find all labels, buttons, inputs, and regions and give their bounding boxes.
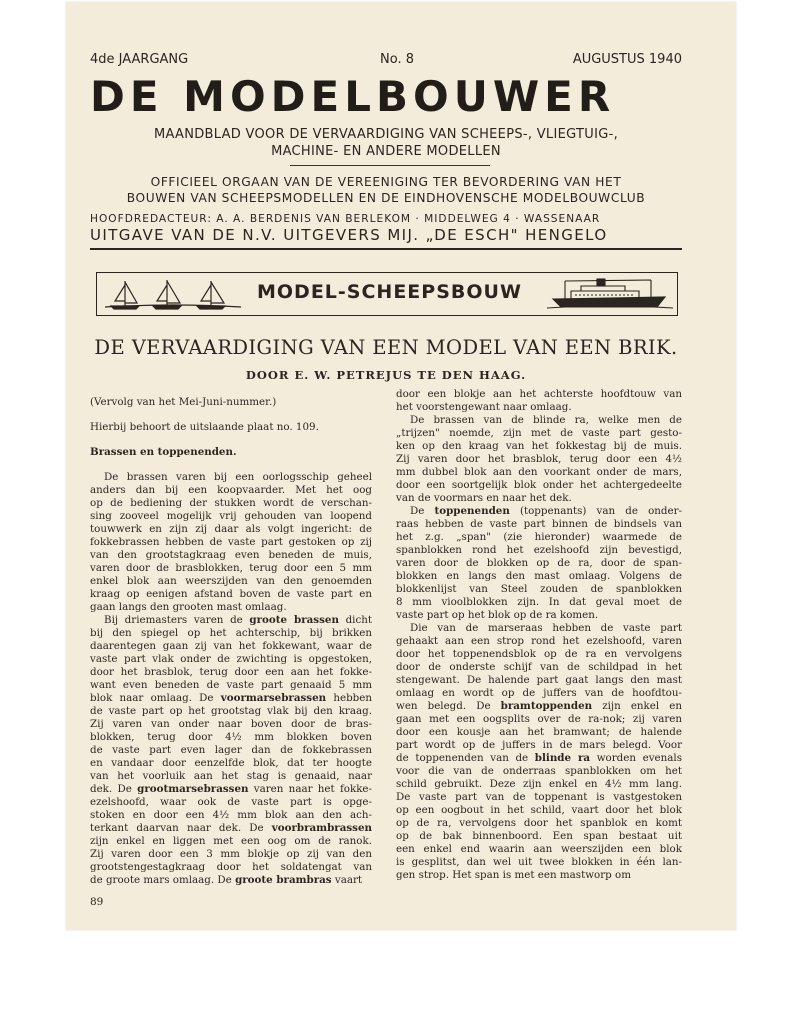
text-segment: en vandaar door eenzelfde blok, dat ter hoogte — [90, 757, 372, 769]
text-segment: door het toppenendsblok op de ra en vervolgens — [396, 648, 682, 660]
text-segment: grootstengestagkraag door het soldatengat van — [90, 861, 372, 873]
text-line — [396, 453, 682, 466]
text-line — [396, 518, 682, 531]
text-segment: van den grootstagkraag even beneden de muis, — [90, 549, 372, 561]
bold-term: blinde ra — [534, 752, 591, 764]
text-segment: gen strop. Het span is met een mastworp om — [396, 869, 631, 881]
bold-term: groote brambras — [235, 874, 332, 886]
text-line — [90, 510, 372, 523]
text-segment: door een blokje aan het achterste hoofdtouw van — [396, 388, 682, 400]
text-line — [90, 523, 372, 536]
text-line — [90, 575, 372, 588]
text-segment: door het brasblok, terug door een aan het fokke- — [90, 666, 372, 678]
text-line — [90, 653, 372, 666]
text-segment: van de voormars en naar het dek. — [396, 492, 572, 504]
text-line — [396, 765, 682, 778]
text-segment: wen belegd. De — [396, 700, 501, 712]
text-line — [90, 783, 372, 796]
text-line — [396, 843, 682, 856]
divider-rule — [290, 165, 490, 166]
text-segment: blokken, terug door 4½ mm blokken boven — [90, 731, 372, 743]
masthead-topline — [90, 52, 682, 70]
text-line — [90, 874, 372, 887]
magazine-subtitle — [90, 126, 682, 160]
text-line — [396, 505, 682, 518]
text-segment: op de bediening der stukken wordt de verschan- — [90, 497, 372, 509]
text-line — [396, 739, 682, 752]
text-line — [396, 791, 682, 804]
text-line — [396, 726, 682, 739]
text-segment: zijn enkel en — [592, 700, 682, 712]
text-line — [396, 557, 682, 570]
text-line — [90, 731, 372, 744]
text-segment: varen door de brasblokken, terug door een 5 mm — [90, 562, 372, 574]
bold-term: toppenenden — [434, 505, 510, 517]
text-segment: ken op den kraag van het fokkestag bij de muis. — [396, 440, 682, 452]
text-segment: worden evenals — [590, 752, 682, 764]
text-segment: hebben — [326, 692, 372, 704]
text-line — [90, 536, 372, 549]
bold-term: bramtoppenden — [500, 700, 593, 712]
text-segment: mm dubbel blok aan den voorkant onder de mars, — [396, 466, 682, 478]
text-line — [90, 835, 372, 848]
text-line — [90, 640, 372, 653]
text-segment: Zij varen door een 3 mm blokje op zij van den — [90, 848, 372, 860]
volume-label: 4de JAARGANG — [90, 52, 189, 67]
text-segment: gehaakt aan een strop rond het ezelshoofd, varen — [396, 635, 682, 647]
article-title: DE VERVAARDIGING VAN EEN MODEL VAN EEN BRIK. — [94, 336, 678, 359]
text-segment: voor die van de onderraas spanblokken om het — [396, 765, 682, 777]
paragraph-marseraas — [396, 622, 682, 882]
text-segment: de vaste part op het grootstag vlak bij den kraag. — [90, 705, 372, 717]
text-segment: Bij driemasters varen de — [104, 614, 250, 626]
text-segment: De brassen varen bij een oorlogsschip geheel — [104, 471, 372, 483]
text-line — [396, 440, 682, 453]
text-segment: zijn enkel en liggen met een oog om de ranok. — [90, 835, 372, 847]
text-segment: part wordt op de juffers in de mars belegd. Voor — [396, 739, 682, 751]
text-segment: door de onderste schijf van de schildpad in het — [396, 661, 682, 673]
text-segment: door een soortgelijk blok onder het achtergedeelte — [396, 479, 682, 491]
text-line — [90, 601, 372, 614]
text-segment: varen door de blokken op de ra, door de span- — [396, 557, 682, 569]
text-line — [396, 713, 682, 726]
text-segment: blokken en langs den mast omlaag. Volgens de — [396, 570, 682, 582]
text-line — [396, 648, 682, 661]
text-segment: het z.g. „span" (zie hieronder) waarmede de — [396, 531, 682, 543]
section-banner — [96, 272, 678, 316]
text-segment: sing zooveel mogelijk vrij gehouden van loopend — [90, 510, 372, 522]
text-segment: de toppenenden van de — [396, 752, 535, 764]
text-segment: spanblokken rond het ezelshoofd zijn bevestigd, — [396, 544, 682, 556]
text-line — [396, 778, 682, 791]
section-title: MODEL-SCHEEPSBOUW — [257, 281, 522, 303]
text-line — [90, 809, 372, 822]
text-segment: Zij varen door het brasblok, terug door een 4½ — [396, 453, 682, 465]
bold-term: groote brassen — [249, 614, 339, 626]
text-line — [396, 414, 682, 427]
text-segment: vaart — [331, 874, 363, 886]
text-line — [396, 479, 682, 492]
text-line — [396, 856, 682, 869]
masthead-rule — [90, 248, 682, 250]
text-segment: is gesplitst, dan wel uit twee blokken in één lan- — [396, 856, 682, 868]
text-line — [90, 796, 372, 809]
text-segment: vaste part op het blok op de ra komen. — [396, 609, 599, 621]
text-line — [396, 622, 682, 635]
text-segment: bij den spiegel op het achterschip, bij brikken — [90, 627, 372, 639]
text-segment: daarentegen gaan zij van het fokkewant, waar de — [90, 640, 372, 652]
text-line — [396, 830, 682, 843]
text-line — [90, 484, 372, 497]
text-line — [396, 492, 682, 505]
paragraph-continuation — [396, 388, 682, 414]
text-line — [90, 549, 372, 562]
text-segment: van het voorluik aan het stag is genaaid, naar — [90, 770, 372, 782]
paragraph-brassen — [90, 471, 372, 614]
text-segment: op de bak binnenboord. Een span bestaat uit — [396, 830, 682, 842]
publisher-line: UITGAVE VAN DE N.V. UITGEVERS MIJ. „DE ESCH" HENGELO — [90, 226, 608, 244]
issue-number: No. 8 — [380, 52, 414, 67]
text-line — [90, 614, 372, 627]
text-segment: op een oogbout in het schild, vaart door het blok — [396, 804, 682, 816]
text-line — [90, 848, 372, 861]
text-segment: dicht — [338, 614, 372, 626]
bold-term: voormarsebrassen — [220, 692, 327, 704]
text-line — [90, 718, 372, 731]
page-number: 89 — [90, 896, 104, 908]
text-segment: blok naar omlaag. De — [90, 692, 221, 704]
text-segment: De — [410, 505, 435, 517]
official-line-1: OFFICIEEL ORGAAN VAN DE VEREENIGING TER BEVORDERING VAN HET — [150, 175, 622, 189]
text-line — [396, 427, 682, 440]
subtitle-line-2: MACHINE- EN ANDERE MODELLEN — [271, 144, 501, 159]
text-line — [396, 401, 682, 414]
text-segment: de groote mars omlaag. De — [90, 874, 236, 886]
text-line — [396, 661, 682, 674]
paragraph-driemasters — [90, 614, 372, 887]
text-segment: raas hebben de vaste part binnen de bindsels van — [396, 518, 682, 530]
text-line — [90, 861, 372, 874]
subtitle-line-1: MAANDBLAD VOOR DE VERVAARDIGING VAN SCHEEPS-, VLIEGTUIG-, — [153, 127, 619, 142]
text-line — [90, 497, 372, 510]
text-segment: anders dan bij een koopvaarder. Met het oog — [90, 484, 372, 496]
section-heading: Brassen en toppenenden. — [90, 446, 237, 458]
text-line — [90, 679, 372, 692]
text-line — [90, 471, 372, 484]
text-segment: omlaag en wordt op de juffers van de hoofdtou- — [396, 687, 682, 699]
text-segment: fokkebrassen hebben de vaste part gestoken op zij — [90, 536, 372, 548]
text-line — [90, 744, 372, 757]
text-segment: ezelshoofd, waar ook de vaste part is opge- — [90, 796, 372, 808]
text-segment: Zij varen van onder naar boven door de bras- — [90, 718, 372, 730]
text-line — [396, 466, 682, 479]
text-line — [90, 562, 372, 575]
text-line — [396, 596, 682, 609]
editor-line: HOOFDREDACTEUR: A. A. BERDENIS VAN BERLEKOM · MIDDELWEG 4 · WASSENAAR — [90, 213, 601, 225]
text-segment: De vaste part van de toppenant is vastgestoken — [396, 791, 682, 803]
text-segment: want even beneden de vaste part genaaid 5 mm — [90, 679, 372, 691]
text-line — [396, 609, 682, 622]
text-segment: schild gebruikt. Deze zijn enkel en 4½ mm lang. — [396, 778, 682, 790]
text-segment: touwwerk en zijn zij daar als volgt ingericht: de — [90, 523, 372, 535]
text-segment: enkel blok aan weerszijden van den genoemden — [90, 575, 372, 587]
text-line — [396, 570, 682, 583]
text-line — [396, 583, 682, 596]
text-line — [90, 770, 372, 783]
text-line — [90, 666, 372, 679]
paragraph-blinde-ra — [396, 414, 682, 505]
text-segment: gaan met een oogsplits over de ra-nok; zij varen — [396, 713, 682, 725]
text-segment: een enkel end waarin aan weerszijden een blok — [396, 843, 682, 855]
text-segment: varen naar het fokke- — [248, 783, 373, 795]
intro-note: (Vervolg van het Mei-Juni-nummer.) — [90, 396, 277, 408]
text-segment: dek. De — [90, 783, 138, 795]
text-segment: blokkenlijst van Steel zouden de spanblokken — [396, 583, 682, 595]
text-segment: op de ra, vervolgens door het spanblok en komt — [396, 817, 682, 829]
text-segment: 8 mm vioolblokken zijn. In dat geval moet de — [396, 596, 682, 608]
sailing-ships-icon — [103, 277, 243, 311]
text-line — [396, 531, 682, 544]
text-line — [90, 822, 372, 835]
text-segment: stengewant. De halende part gaat langs den mast — [396, 674, 682, 686]
article-column-2 — [396, 388, 682, 882]
official-organ-text — [90, 174, 682, 206]
magazine-title: DE MODELBOUWER — [90, 72, 616, 121]
text-segment: de vaste part even lager dan de fokkebrassen — [90, 744, 372, 756]
text-segment: kraag op eenigen afstand boven de vaste part en — [90, 588, 372, 600]
text-line — [396, 804, 682, 817]
text-line — [396, 687, 682, 700]
text-line — [90, 692, 372, 705]
text-segment: door een kousje aan het bramwant; de halende — [396, 726, 682, 738]
text-line — [396, 635, 682, 648]
text-segment: stoken en door een 4½ mm blok aan den ach- — [90, 809, 372, 821]
steamship-icon — [547, 277, 673, 311]
article-column-1 — [90, 396, 372, 887]
paragraph-toppenenden — [396, 505, 682, 622]
article-byline: DOOR E. W. PETREJUS TE DEN HAAG. — [245, 368, 527, 382]
text-segment: (toppenants) van de onder- — [509, 505, 682, 517]
text-line — [90, 757, 372, 770]
issue-date: AUGUSTUS 1940 — [572, 52, 682, 67]
text-segment: De brassen van de blinde ra, welke men de — [410, 414, 682, 426]
bold-term: voorbrambrassen — [271, 822, 372, 834]
text-segment: vaste part vlak onder de zwichting is opgestoken, — [90, 653, 372, 665]
text-line — [396, 544, 682, 557]
text-segment: gaan langs den grooten mast omlaag. — [90, 601, 287, 613]
text-line — [90, 705, 372, 718]
text-line — [90, 588, 372, 601]
plate-reference: Hierbij behoort de uitslaande plaat no. 109. — [90, 421, 319, 433]
text-line — [396, 817, 682, 830]
text-segment: het voorstengewant naar omlaag. — [396, 401, 572, 413]
text-line — [396, 869, 682, 882]
text-segment: terkant daarvan naar dek. De — [90, 822, 272, 834]
text-line — [396, 700, 682, 713]
text-line — [396, 674, 682, 687]
text-line — [396, 752, 682, 765]
text-line — [396, 388, 682, 401]
official-line-2: BOUWEN VAN SCHEEPSMODELLEN EN DE EINDHOVENSCHE MODELBOUWCLUB — [126, 191, 646, 205]
magazine-page — [66, 2, 736, 930]
text-segment: „trijzen" noemde, zijn met de vaste part gesto- — [396, 427, 682, 439]
bold-term: grootmarsebrassen — [137, 783, 249, 795]
text-line — [90, 627, 372, 640]
text-segment: Die van de marseraas hebben de vaste part — [410, 622, 682, 634]
